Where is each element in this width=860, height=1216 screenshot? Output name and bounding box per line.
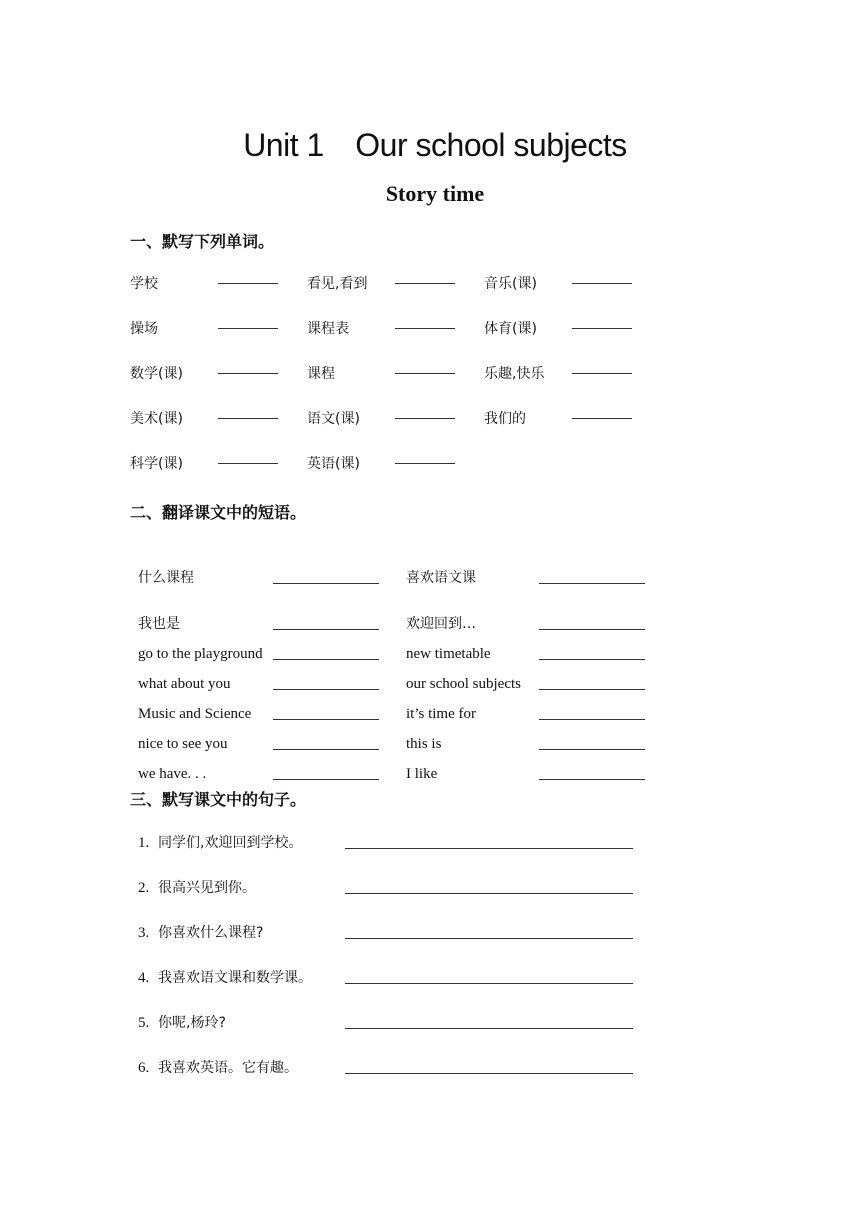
word-prompt: 科学(课) (130, 456, 183, 472)
word-prompt: 美术(课) (130, 411, 183, 427)
answer-line (218, 418, 278, 419)
answer-line (273, 658, 379, 660)
answer-line (273, 748, 379, 750)
sentence-row (138, 877, 638, 922)
phrase-prompt: what about you (138, 676, 231, 692)
word-row (130, 273, 690, 318)
word-prompt: 操场 (130, 321, 158, 337)
sentence-row (138, 1057, 638, 1102)
phrase-row (138, 695, 658, 725)
answer-line (539, 748, 645, 750)
answer-line (218, 283, 278, 284)
phrase-prompt: our school subjects (406, 676, 521, 692)
sentence-row (138, 922, 638, 967)
phrase-prompt: go to the playground (138, 646, 263, 662)
sentence-prompt: 同学们,欢迎回到学校。 (158, 835, 303, 851)
answer-line (572, 373, 632, 374)
answer-line (539, 628, 645, 630)
phrase-prompt: I like (406, 766, 438, 782)
answer-line (539, 658, 645, 660)
answer-line (345, 1057, 633, 1074)
answer-line (218, 373, 278, 374)
section-heading-phrases: 二、翻译课文中的短语。 (130, 503, 307, 522)
answer-line (395, 283, 455, 284)
sentence-dictation-list (138, 832, 638, 1102)
answer-line (345, 832, 633, 849)
phrase-row (138, 543, 658, 589)
phrase-prompt: we have. . . (138, 766, 207, 782)
word-prompt: 英语(课) (307, 456, 360, 472)
phrase-row (138, 755, 658, 785)
answer-line (572, 418, 632, 419)
sentence-row (138, 1012, 638, 1057)
answer-line (273, 778, 379, 780)
answer-line (273, 688, 379, 690)
word-row (130, 408, 690, 453)
word-prompt: 语文(课) (307, 411, 360, 427)
answer-line (273, 582, 379, 584)
phrase-translation-grid (138, 543, 658, 785)
phrase-prompt: 欢迎回到… (406, 616, 476, 632)
phrase-prompt: this is (406, 736, 442, 752)
answer-line (395, 373, 455, 374)
answer-line (572, 328, 632, 329)
answer-line (395, 328, 455, 329)
sentence-prompt: 你喜欢什么课程? (158, 925, 264, 941)
answer-line (273, 628, 379, 630)
sentence-prompt: 你呢,杨玲? (158, 1015, 226, 1031)
word-prompt: 乐趣,快乐 (484, 366, 545, 382)
sentence-prompt: 很高兴见到你。 (158, 880, 256, 896)
phrase-prompt: new timetable (406, 646, 491, 662)
sentence-number: 2. (138, 880, 150, 896)
sentence-prompt: 我喜欢英语。它有趣。 (158, 1060, 298, 1076)
sentence-number: 3. (138, 925, 150, 941)
answer-line (345, 1012, 633, 1029)
word-row (130, 453, 690, 498)
word-prompt: 课程表 (307, 321, 349, 337)
answer-line (345, 967, 633, 984)
answer-line (539, 688, 645, 690)
answer-line (218, 463, 278, 464)
word-row (130, 318, 690, 363)
word-prompt: 课程 (307, 366, 335, 382)
answer-line (345, 922, 633, 939)
sentence-number: 1. (138, 835, 150, 851)
answer-line (218, 328, 278, 329)
answer-line (345, 877, 633, 894)
phrase-prompt: 我也是 (138, 616, 180, 632)
phrase-row (138, 665, 658, 695)
sentence-number: 5. (138, 1015, 150, 1031)
worksheet-subtitle: Story time (385, 181, 485, 206)
phrase-row (138, 725, 658, 755)
phrase-prompt: Music and Science (138, 706, 252, 722)
answer-line (539, 582, 645, 584)
answer-line (395, 463, 455, 464)
word-prompt: 学校 (130, 276, 158, 292)
phrase-prompt: 喜欢语文课 (406, 570, 476, 586)
answer-line (539, 718, 645, 720)
phrase-prompt: nice to see you (138, 736, 228, 752)
phrase-prompt: 什么课程 (138, 570, 194, 586)
phrase-row (138, 635, 658, 665)
word-prompt: 音乐(课) (484, 276, 537, 292)
phrase-prompt: it’s time for (406, 706, 476, 722)
section-heading-words: 一、默写下列单词。 (130, 232, 275, 251)
word-prompt: 体育(课) (484, 321, 537, 337)
sentence-prompt: 我喜欢语文课和数学课。 (158, 970, 312, 986)
section-heading-sentences: 三、默写课文中的句子。 (130, 790, 307, 809)
word-prompt: 我们的 (484, 411, 526, 427)
word-dictation-grid (130, 273, 690, 498)
answer-line (539, 778, 645, 780)
answer-line (395, 418, 455, 419)
sentence-row (138, 967, 638, 1012)
sentence-row (138, 832, 638, 877)
word-prompt: 数学(课) (130, 366, 183, 382)
worksheet-title: Unit 1 Our school subjects (243, 127, 627, 163)
answer-line (273, 718, 379, 720)
answer-line (572, 283, 632, 284)
phrase-row (138, 589, 658, 635)
sentence-number: 6. (138, 1060, 150, 1076)
word-row (130, 363, 690, 408)
sentence-number: 4. (138, 970, 150, 986)
word-prompt: 看见,看到 (307, 276, 368, 292)
